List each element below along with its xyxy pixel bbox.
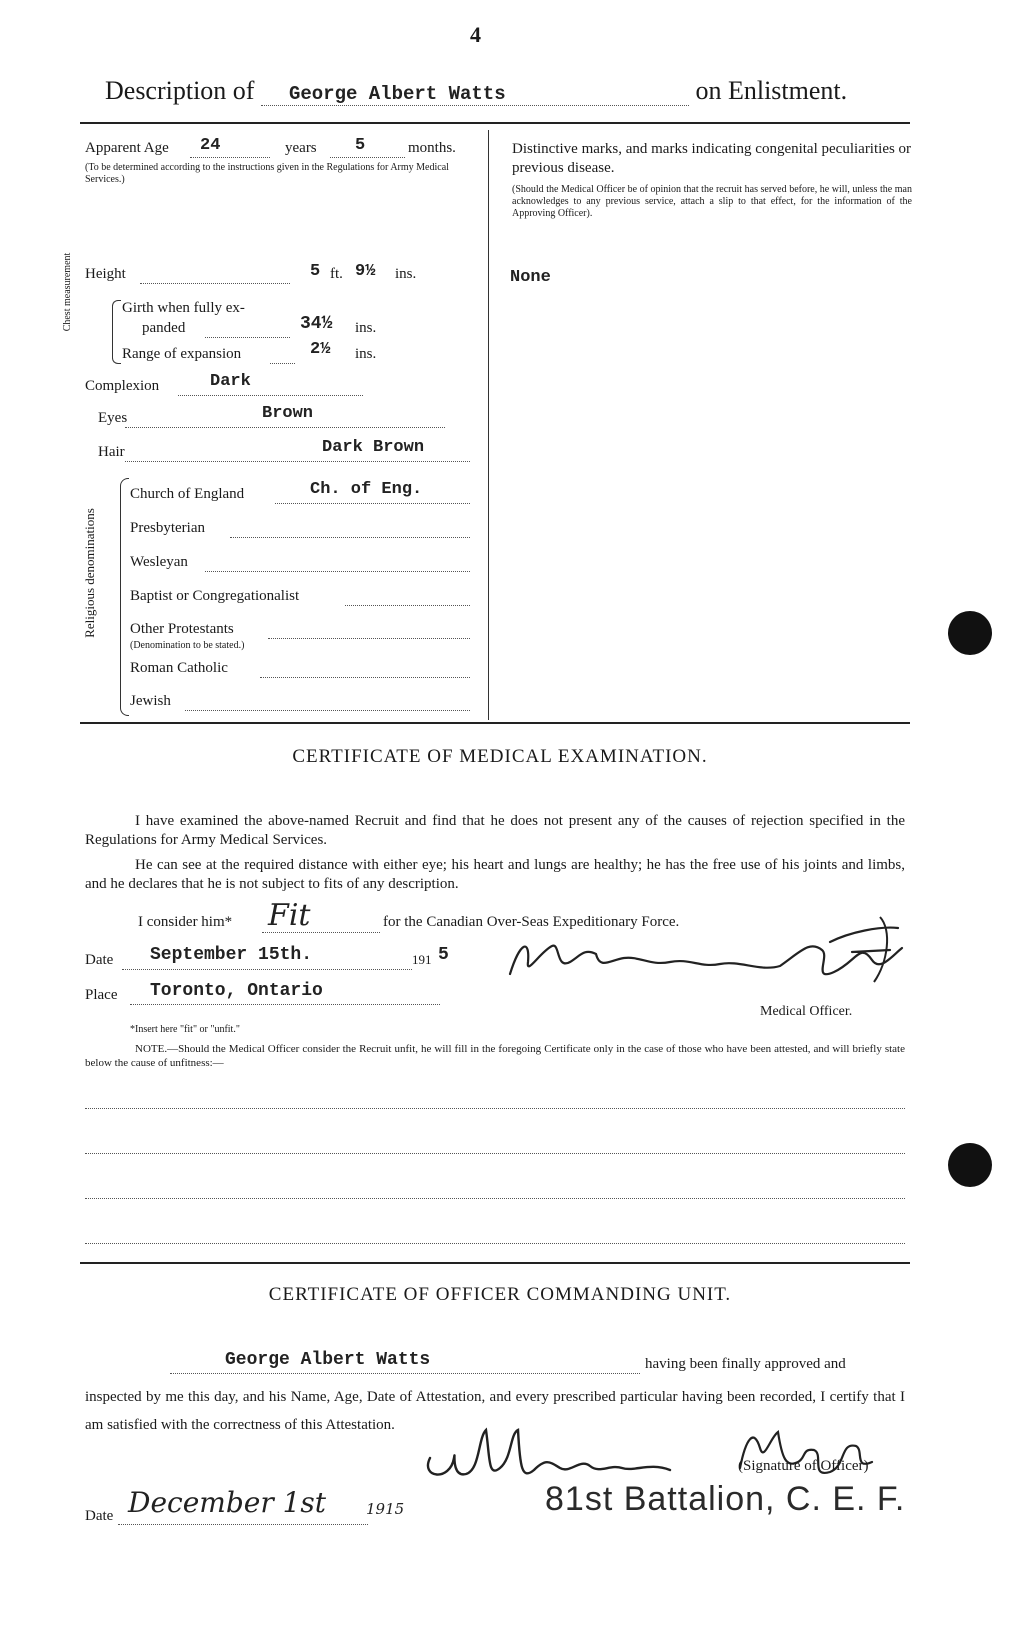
page-title xyxy=(105,76,865,106)
religion-value-0: Ch. of Eng. xyxy=(310,480,423,499)
range-value: 2½ xyxy=(310,340,331,359)
signature-of-officer-label: (Signature of Officer) xyxy=(738,1458,869,1474)
religion-label-2: Wesleyan xyxy=(130,554,188,570)
medical-para-1: I have examined the above-named Recruit and find that he does not present any of the causes of rejection specified in the Regulations for Army Medical Services. xyxy=(85,813,905,848)
commanding-heading: CERTIFICATE OF OFFICER COMMANDING UNIT. xyxy=(268,1284,732,1305)
place-value: Toronto, Ontario xyxy=(150,981,323,1001)
punch-hole-bottom xyxy=(948,1143,992,1187)
ft-label: ft. xyxy=(330,266,343,282)
religion-label-1: Presbyterian xyxy=(130,520,205,536)
chest-brace xyxy=(112,300,121,364)
section-rule-1 xyxy=(80,722,910,724)
medical-date-label: Date xyxy=(85,952,114,968)
column-divider xyxy=(488,130,489,720)
other-protestants-note: (Denomination to be stated.) xyxy=(130,640,245,651)
medical-heading: CERTIFICATE OF MEDICAL EXAMINATION. xyxy=(292,746,708,767)
eyes-label: Eyes xyxy=(98,410,128,426)
religion-label-6: Jewish xyxy=(130,693,171,709)
complexion-label: Complexion xyxy=(85,378,160,394)
battalion-stamp: 81st Battalion, C. E. F. xyxy=(545,1480,906,1518)
chest-label: Chest measurement xyxy=(62,252,73,332)
fit-value: Fit xyxy=(268,898,311,933)
height-in: 9½ xyxy=(355,262,376,281)
religion-label-0: Church of England xyxy=(130,486,245,502)
medical-date-value: September 15th. xyxy=(150,945,313,965)
complexion-value: Dark xyxy=(210,372,251,391)
religion-label: Religious denominations xyxy=(82,508,97,638)
religion-label-4: Other Protestants xyxy=(130,621,234,637)
insert-note: *Insert here "fit" or "unfit." xyxy=(130,1024,240,1035)
consider-label: I consider him* xyxy=(138,914,233,930)
commanding-date-value: December 1st xyxy=(128,1486,327,1519)
height-ins-label: ins. xyxy=(395,266,417,282)
unfit-line-4 xyxy=(85,1243,905,1244)
months-label: months. xyxy=(408,140,456,156)
title-suffix: on Enlistment. xyxy=(695,76,848,105)
marks-value: None xyxy=(510,268,551,287)
commanding-text-after-name: having been finally approved and xyxy=(645,1356,846,1372)
medical-para-2: He can see at the required distance with either eye; his heart and lungs are healthy; he has the free use of his joints and limbs, and he declares that he is not subject to fits of any description. xyxy=(85,857,905,892)
religion-brace xyxy=(120,478,129,716)
unfit-line-1 xyxy=(85,1108,905,1109)
title-prefix: Description of xyxy=(105,76,255,105)
commanding-name: George Albert Watts xyxy=(225,1350,431,1370)
hair-label: Hair xyxy=(98,444,125,460)
range-label: Range of expansion xyxy=(122,346,242,362)
eyes-value: Brown xyxy=(262,404,314,423)
age-months: 5 xyxy=(355,136,366,155)
page-number: 4 xyxy=(470,22,481,47)
age-note: (To be determined according to the instructions given in the Regulations for Army Medical Services.) xyxy=(85,162,449,185)
place-label: Place xyxy=(85,987,118,1003)
unfit-note: NOTE.—Should the Medical Officer consider the Recruit unfit, he will fill in the foregoing Certificate only in the case of those who have been attested, and will briefly state below the cause of unfitness:— xyxy=(85,1043,905,1069)
marks-note: (Should the Medical Officer be of opinion that the recruit has served before, he will, unless the man acknowledges to any previous service, attach a slip to that effect, for the information of the Approving Officer). xyxy=(512,184,912,219)
medical-officer-signature xyxy=(500,912,920,1002)
consider-suffix: for the Canadian Over-Seas Expeditionary Force. xyxy=(383,914,680,930)
medical-signature-text: W H Lowe Lieut xyxy=(500,912,507,913)
religion-label-3: Baptist or Congregationalist xyxy=(130,588,300,604)
girth-ins-label: ins. xyxy=(355,320,377,336)
section-rule-2 xyxy=(80,1262,910,1264)
commanding-year-value: 1915 xyxy=(366,1500,405,1518)
marks-title: Distinctive marks, and marks indicating congenital peculiarities or previous disease. xyxy=(512,141,912,176)
top-rule xyxy=(80,122,910,124)
girth-value: 34½ xyxy=(300,314,333,334)
commanding-signature-text: A H Gilmore Major xyxy=(410,1418,418,1419)
girth-label-1: Girth when fully ex- xyxy=(122,300,245,316)
hair-value: Dark Brown xyxy=(322,438,425,457)
age-label: Apparent Age xyxy=(85,140,169,156)
medical-officer-label: Medical Officer. xyxy=(760,1004,853,1019)
years-label: years xyxy=(285,140,317,156)
height-label: Height xyxy=(85,266,126,282)
range-ins-label: ins. xyxy=(355,346,377,362)
height-ft: 5 xyxy=(310,262,321,281)
unfit-line-3 xyxy=(85,1198,905,1199)
punch-hole-top xyxy=(948,611,992,655)
religion-label-5: Roman Catholic xyxy=(130,660,228,676)
girth-label-2: panded xyxy=(142,320,186,336)
unfit-line-2 xyxy=(85,1153,905,1154)
commanding-para: inspected by me this day, and his Name, Age, Date of Attestation, and every prescribed particular having been recorded, I certify that I am satisfied with the correctness of this Attestation. xyxy=(85,1389,905,1433)
age-years: 24 xyxy=(200,136,221,155)
medical-year-digit: 5 xyxy=(438,945,449,965)
medical-year-prefix: 191 xyxy=(412,952,432,967)
commanding-date-label: Date xyxy=(85,1508,114,1524)
recruit-name: George Albert Watts xyxy=(261,83,689,106)
